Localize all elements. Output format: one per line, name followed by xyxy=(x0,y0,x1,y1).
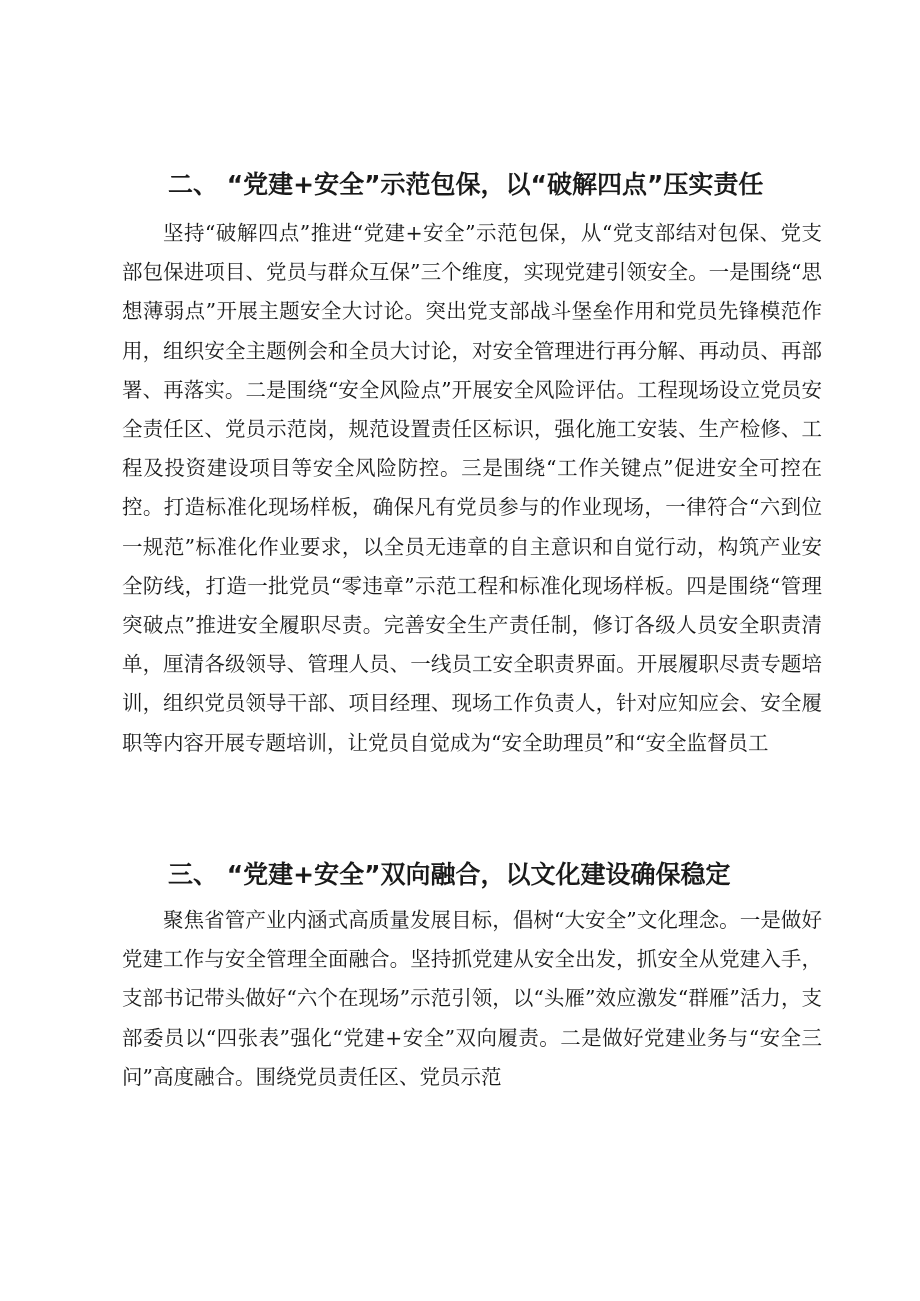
section-2-paragraph: 坚持“破解四点”推进“党建+安全”示范包保，从“党支部结对包保、党支部包保进项目、党员与群众互保”三个维度，实现党建引领安全。一是围绕“思想薄弱点”开展主题安全大讨论。突出党支部战斗堡垒作用和党员先锋模范作用，组织安全主题例会和全员大讨论，对安全管理进行再分解、再动员、再部署、再落实。二是围绕“安全风险点”开展安全风险评估。工程现场设立党员安全责任区、党员示范岗，规范设置责任区标识，强化施工安装、生产检修、工程及投资建设项目等安全风险防控。三是围绕“工作关键点”促进安全可控在控。打造标准化现场样板，确保凡有党员参与的作业现场，一律符合“六到位一规范”标准化作业要求，以全员无违章的自主意识和自觉行动，构筑产业安全防线，打造一批党员“零违章”示范工程和标准化现场样板。四是围绕“管理突破点”推进安全履职尽责。完善安全生产责任制，修订各级人员安全职责清单，厘清各级领导、管理人员、一线员工安全职责界面。开展履职尽责专题培训，组织党员领导干部、项目经理、现场工作负责人，针对应知应会、安全履职等内容开展专题培训，让党员自觉成为“安全助理员”和“安全监督员工 xyxy=(122,221,822,755)
section-2-heading: 二、 “党建+安全”示范包保，以“破解四点”压实责任 xyxy=(168,170,764,199)
section-3-heading: 三、 “党建+安全”双向融合，以文化建设确保稳定 xyxy=(168,860,731,889)
section-3-paragraph: 聚焦省管产业内涵式高质量发展目标，倡树“大安全”文化理念。一是做好党建工作与安全管理全面融合。坚持抓党建从安全出发，抓安全从党建入手，支部书记带头做好“六个在现场”示范引领，以“头雁”效应激发“群雁”活力，支部委员以“四张表”强化“党建+安全”双向履责。二是做好党建业务与“安全三问”高度融合。围绕党员责任区、党员示范 xyxy=(122,908,822,1089)
